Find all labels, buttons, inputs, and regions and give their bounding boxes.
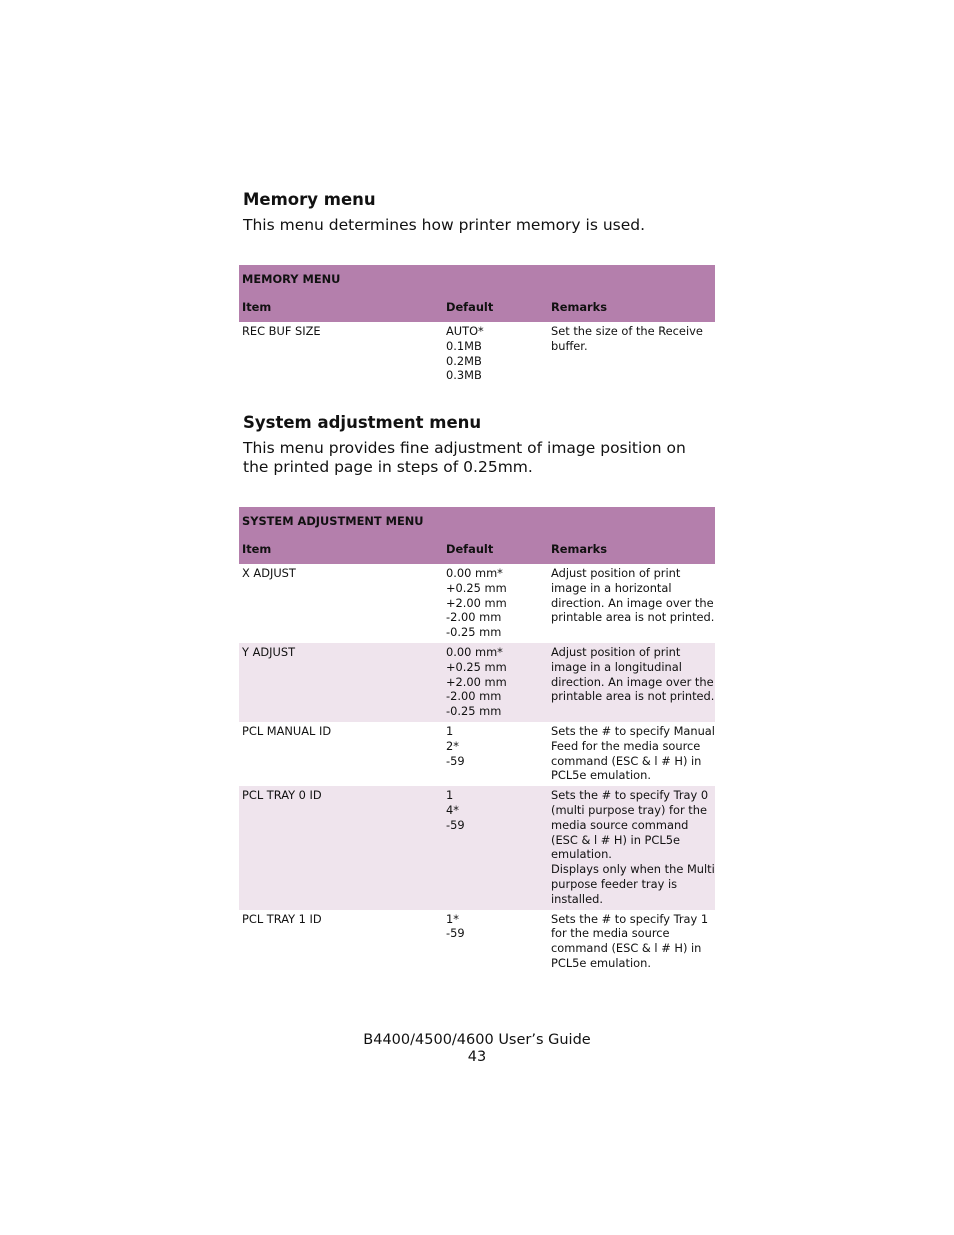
item-cell: PCL TRAY 0 ID	[242, 788, 322, 803]
default-cell: AUTO* 0.1MB 0.2MB 0.3MB	[446, 324, 484, 383]
memory-table	[239, 265, 715, 386]
default-cell: 1* -59	[446, 911, 465, 941]
system-table	[239, 507, 715, 974]
remarks-cell: Adjust position of print image in a longitudinal direction. An image over the printable area is not printed.	[551, 644, 715, 704]
item-cell: Y ADJUST	[242, 644, 296, 659]
system-section	[239, 413, 715, 974]
memory-table-title: MEMORY MENU	[242, 271, 341, 286]
column-header-default: Default	[446, 300, 494, 315]
page-number: 43	[467, 1049, 487, 1065]
default-cell: 0.00 mm* +0.25 mm +2.00 mm -2.00 mm -0.25 mm	[446, 644, 507, 719]
memory-section	[239, 190, 715, 386]
column-header-remarks: Remarks	[551, 542, 608, 557]
column-header-remarks: Remarks	[551, 300, 608, 315]
item-cell: X ADJUST	[242, 566, 296, 580]
table-row	[239, 564, 715, 643]
table-row	[239, 643, 715, 722]
column-header-item: Item	[242, 300, 272, 315]
table-row	[239, 910, 715, 974]
system-heading: System adjustment menu	[243, 413, 482, 432]
column-header-item: Item	[242, 542, 272, 557]
remarks-cell: Adjust position of print image in a horizontal direction. An image over the printable area is not printed.	[551, 566, 715, 625]
remarks-cell: Set the size of the Receive buffer.	[551, 324, 703, 353]
page-footer	[0, 1032, 954, 1066]
system-table-title: SYSTEM ADJUSTMENT MENU	[242, 513, 424, 528]
remarks-cell: Sets the # to specify Manual Feed for the media source command (ESC & l # H) in PCL5e emulation.	[551, 723, 715, 783]
table-row	[239, 322, 715, 386]
item-cell: REC BUF SIZE	[242, 324, 321, 338]
memory-intro: This menu determines how printer memory is used.	[243, 216, 646, 234]
guide-title: B4400/4500/4600 User’s Guide	[363, 1032, 591, 1048]
table-row	[239, 786, 715, 909]
remarks-cell: Sets the # to specify Tray 1 for the media source command (ESC & l # H) in PCL5e emulation.	[551, 911, 709, 970]
column-header-default: Default	[446, 542, 494, 557]
item-cell: PCL TRAY 1 ID	[242, 911, 322, 926]
table-row	[239, 722, 715, 786]
remarks-cell: Sets the # to specify Tray 0 (multi purpose tray) for the media source command (ESC & l # H) in PCL5e emulation. Displays only when the Multi purpose feeder tray is installed.	[551, 788, 715, 906]
default-cell: 1 2* -59	[446, 723, 465, 768]
default-cell: 1 4* -59	[446, 788, 465, 832]
memory-heading: Memory menu	[243, 190, 376, 209]
default-cell: 0.00 mm* +0.25 mm +2.00 mm -2.00 mm -0.25 mm	[446, 566, 507, 640]
system-intro: This menu provides fine adjustment of image position on the printed page in steps of 0.25mm.	[243, 439, 686, 476]
item-cell: PCL MANUAL ID	[242, 723, 332, 738]
